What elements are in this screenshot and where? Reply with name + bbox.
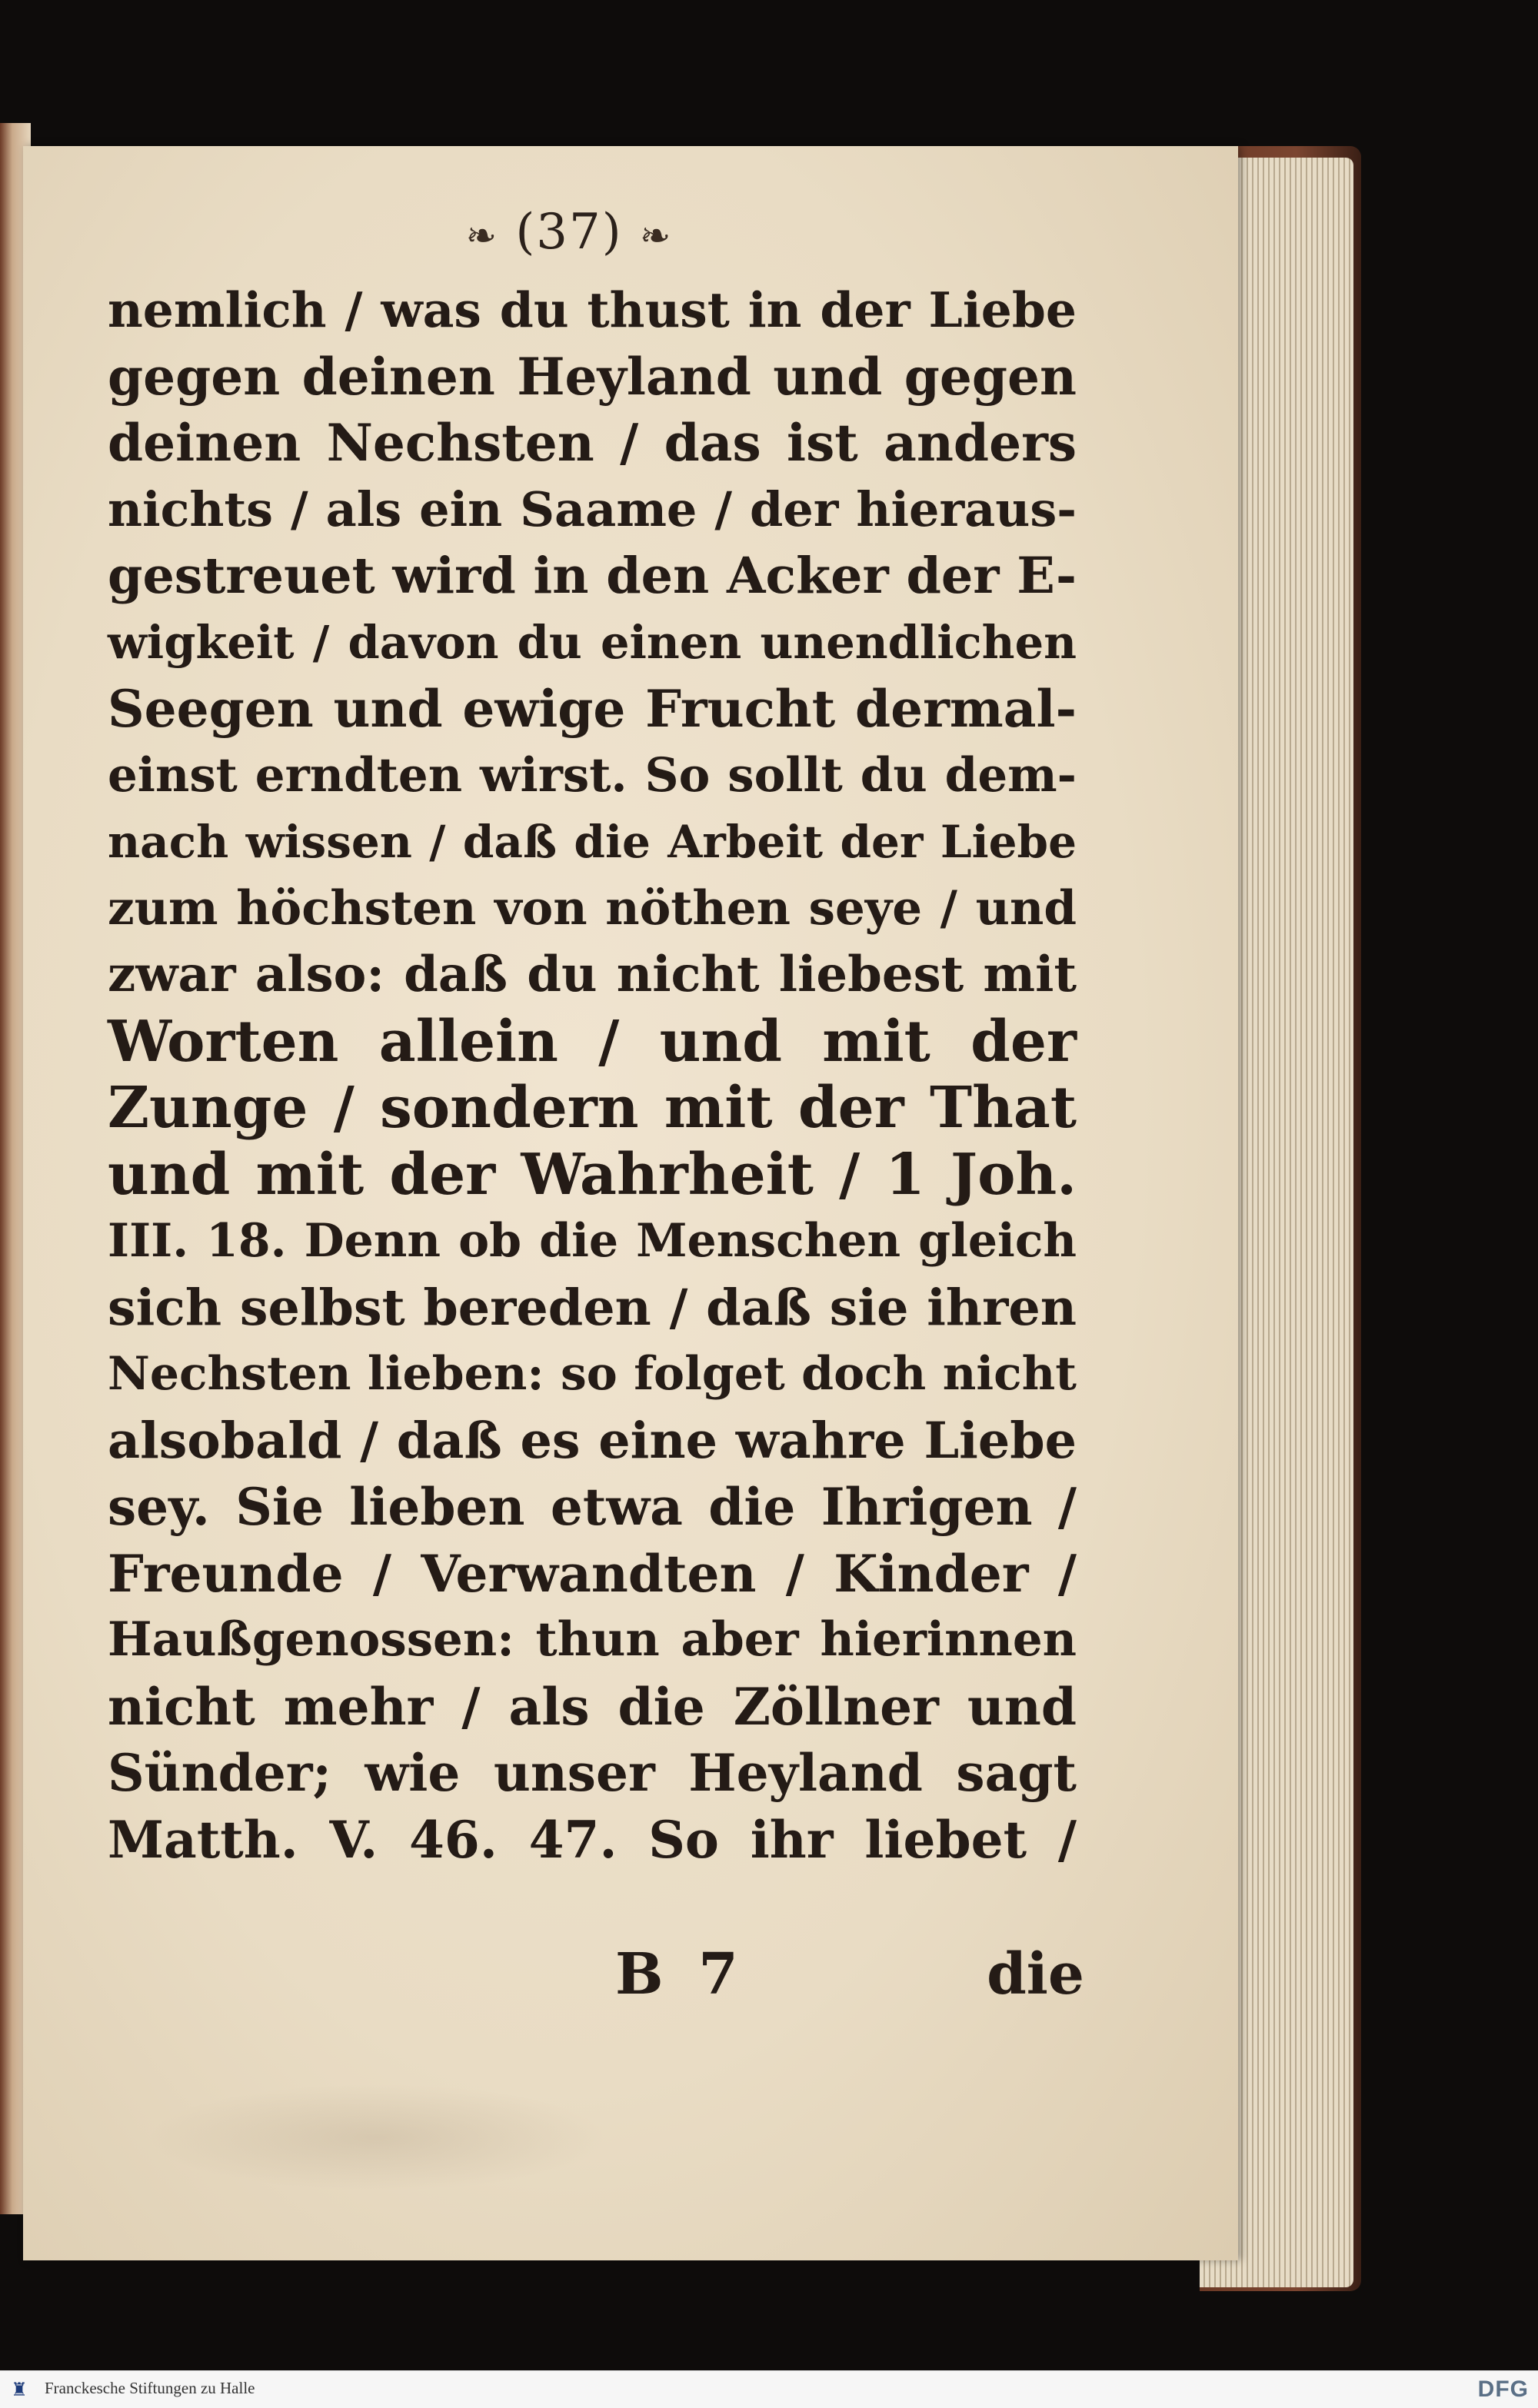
text-line: nichts / als ein Saame / der hieraus-	[108, 481, 1077, 537]
institution-logo-icon: ♜	[11, 2379, 28, 2400]
text-line: Haußgenossen: thun aber hierinnen	[108, 1612, 1077, 1667]
show-through	[146, 2084, 608, 2191]
text-line: Nechsten lieben: so folget doch nicht	[108, 1347, 1077, 1401]
text-line: nemlich / was du thust in der Liebe	[108, 281, 1077, 338]
page-number: (37)	[515, 204, 623, 261]
body-text	[108, 277, 1077, 1873]
right-ornament-icon: ❧	[640, 215, 673, 258]
text-line: nach wissen / daß die Arbeit der Liebe	[108, 816, 1077, 868]
text-line: Seegen und ewige Frucht dermal-	[108, 679, 1077, 739]
institution-label: Franckesche Stiftungen zu Halle	[45, 2379, 255, 2397]
text-line: gestreuet wird in den Acker der E-	[108, 547, 1077, 605]
left-ornament-icon: ❧	[465, 215, 498, 258]
text-line: Freunde / Verwandten / Kinder /	[108, 1543, 1077, 1604]
dfg-logo: DFG	[1477, 2376, 1529, 2402]
viewer-footer-bar	[0, 2370, 1538, 2408]
text-line: Matth. V. 46. 47. So ihr liebet /	[108, 1809, 1077, 1870]
text-line: sey. Sie lieben etwa die Ihrigen /	[108, 1477, 1077, 1537]
catchword: die	[987, 1941, 1084, 2007]
text-line: zum höchsten von nöthen seye / und	[108, 880, 1077, 936]
text-line: Zunge / sondern mit der That	[108, 1075, 1077, 1141]
page-footer	[108, 1941, 1084, 2011]
text-line: wigkeit / davon du einen unendlichen	[108, 615, 1077, 669]
text-line: nicht mehr / als die Zöllner und	[108, 1676, 1077, 1737]
text-line: einst erndten wirst. So sollt du dem-	[108, 747, 1077, 803]
text-line: zwar also: daß du nicht liebest mit	[108, 946, 1077, 1003]
text-line: gegen deinen Heyland und gegen	[108, 346, 1077, 407]
text-line: deinen Nechsten / das ist anders	[108, 413, 1077, 473]
text-line: III. 18. Denn ob die Menschen gleich	[108, 1214, 1077, 1268]
text-line: und mit der Wahrheit / 1 Joh.	[108, 1141, 1077, 1208]
text-line: Sünder; wie unser Heyland sagt	[108, 1743, 1077, 1803]
text-line: sich selbst bereden / daß sie ihren	[108, 1278, 1077, 1337]
page-header	[0, 204, 1138, 261]
signature-mark: B 7	[615, 1941, 746, 2007]
text-line: alsobald / daß es eine wahre Liebe	[108, 1411, 1077, 1470]
text-line: Worten allein / und mit der	[108, 1008, 1077, 1075]
